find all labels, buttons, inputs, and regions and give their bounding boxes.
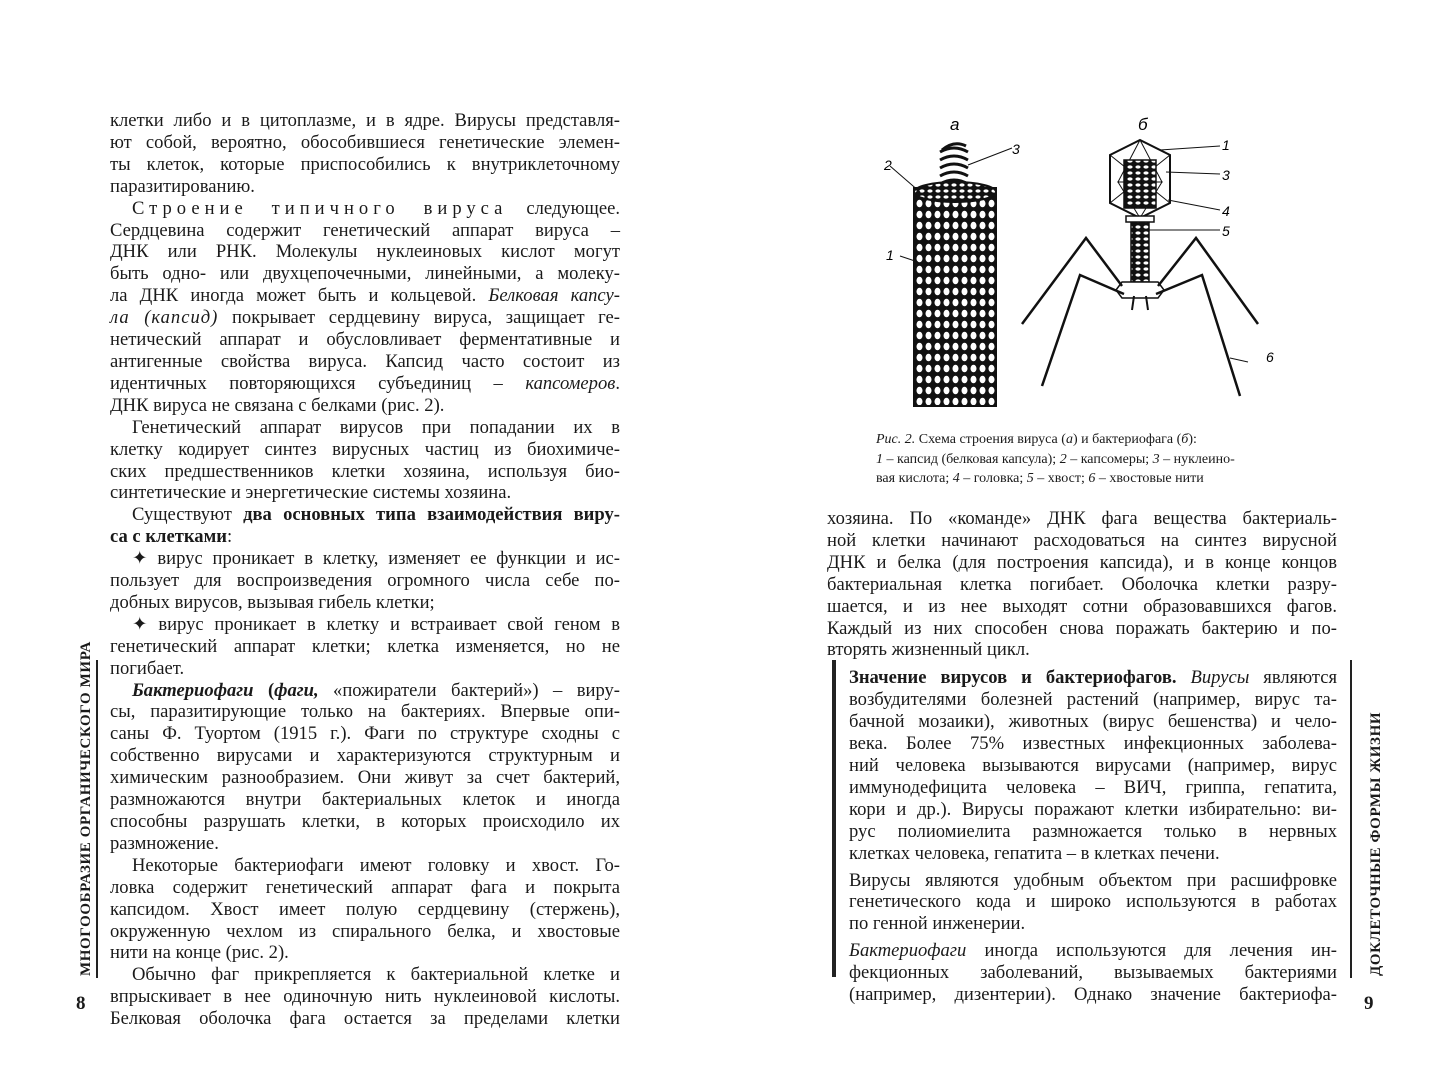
caption-line (876, 430, 1296, 450)
paragraph (110, 964, 620, 1030)
right-body-text (827, 508, 1337, 1006)
text-fragment: – хвост; (1033, 471, 1089, 486)
text-fragment: – нуклеино- (1159, 451, 1235, 467)
label-number: 3 (1222, 167, 1230, 183)
text-fragment: 6 (1088, 471, 1096, 486)
text-fragment: 1 (876, 451, 883, 467)
paragraph (849, 667, 1337, 864)
list-item (110, 614, 620, 680)
bold-italic-term: Бактериофаги (132, 679, 254, 701)
text-fragment: Схема строения вируса ( (915, 432, 1066, 447)
text-fragment: – капсомеры; (1066, 451, 1153, 467)
text-line: ты клеток, которые приспособились к внутриклеточному (110, 153, 620, 175)
bold-term: са с клетками (110, 526, 227, 548)
text-line: ДНК или РНК. Молекулы нуклеиновых кислот могут (110, 241, 620, 263)
text-line: ✦ вирус проникает в клетку и встраивает свой геном в (132, 613, 620, 635)
label-number: 4 (1222, 203, 1230, 219)
text-line (88, 307, 620, 329)
text-line: Белковая оболочка фага остается за пределами клетки (110, 1008, 620, 1030)
figure-label-a: а (950, 115, 960, 134)
spaced-term: Строение типичного вируса (132, 197, 508, 219)
text-fragment: ) и бактериофага ( (1072, 432, 1182, 447)
text-line: хозяина. По «команде» ДНК фага вещества бактериаль- (827, 508, 1337, 529)
section-heading: Значение вирусов и бактериофагов. (849, 667, 1177, 689)
text-line: клетки либо и в цитоплазме, и в ядре. Вирусы представля- (110, 110, 620, 131)
text-fragment: . (615, 372, 620, 394)
section-marker-bar (832, 660, 836, 977)
right-page (722, 0, 1445, 1083)
text-line: ний человека вызываются вирусами (например, вирус (849, 754, 1337, 776)
text-line (110, 504, 620, 526)
virus-drawing (883, 141, 1020, 406)
text-line: ют собой, вероятно, обособившиеся генетические элемен- (110, 131, 620, 153)
text-line: Генетический аппарат вирусов при попадании их в (132, 416, 620, 438)
text-fragment: иногда используются для лечения ин- (966, 940, 1337, 962)
text-line: Вирусы являются удобным объектом при расшифровке (849, 869, 1337, 891)
running-head: ДОКЛЕТОЧНЫЕ ФОРМЫ ЖИЗНИ (1368, 711, 1384, 976)
figure-label-b: б (1138, 115, 1148, 134)
italic-term: ла (капсид) (110, 307, 219, 329)
text-line: века. Более 75% известных инфекционных заболева- (849, 733, 1337, 755)
caption-line (876, 469, 1296, 489)
left-body-text (110, 110, 620, 1030)
text-fragment: идентичных повторяющихся субъединиц – (110, 372, 526, 394)
text-line: Обычно фаг прикрепляется к бактериальной клетке и (132, 964, 620, 986)
text-line: синтетические и энергетические системы хозяина. (110, 482, 512, 504)
text-line (88, 285, 620, 307)
text-line: бачной мозаики), животных (вирус бешенства) и чело- (849, 711, 1337, 733)
text-line (849, 940, 1337, 962)
paragraph (849, 870, 1337, 936)
text-line: иммунодефицита человека – ВИЧ, гриппа, гепатита, (849, 776, 1337, 798)
text-line (110, 198, 620, 220)
text-line: быть одно- или двухцепочечными, линейными, а молеку- (110, 263, 620, 285)
text-line: рус полиомиелита размножается только в нервных (849, 820, 1337, 842)
text-fragment: 2 (1059, 451, 1067, 467)
paragraph (110, 110, 620, 198)
italic-term: Бактериофаги (849, 940, 967, 962)
text-fragment: следующее. (507, 197, 620, 219)
text-fragment: являются (1249, 667, 1338, 689)
text-line: (например, дизентерии). Однако значение бактериофа- (849, 984, 1337, 1006)
text-line: химическим разнообразием. Они живут за счет бактерий, (110, 767, 620, 789)
page-number: 9 (1364, 993, 1374, 1014)
text-line: погибает. (110, 657, 185, 679)
text-line: пользует для воспроизведения огромного числа себе по- (110, 570, 620, 592)
text-line: паразитированию. (110, 175, 255, 197)
text-line (88, 373, 620, 395)
figure-caption (876, 430, 1296, 489)
paragraph (849, 940, 1337, 1006)
list-item (110, 548, 620, 614)
text-fragment: ( (253, 679, 275, 701)
text-line: саны Ф. Туортом (1915 г.). Фаги по структуре сходны с (110, 723, 620, 745)
paragraph (827, 508, 1337, 661)
text-line: ДНК и белка (для построения капсида), и в конце концов (827, 551, 1337, 573)
text-line: добных вирусов, вызывая гибель клетки; (110, 591, 435, 613)
left-page (0, 0, 722, 1083)
highlighted-section (849, 667, 1337, 1006)
text-line: впрыскивает в нее одиночную нить нуклеиновой кислоты. (110, 986, 620, 1008)
text-fragment: ): (1188, 432, 1197, 447)
paragraph (110, 855, 620, 965)
text-line: ной клетки начинают расходоваться на синтез вирусной (827, 529, 1337, 551)
text-fragment: б (1181, 432, 1189, 447)
text-line: фекционных заболеваний, вызываемых бактериями (849, 962, 1337, 984)
label-number: 1 (886, 247, 894, 263)
italic-term: Белковая капсу- (488, 285, 620, 307)
running-head-rule (1350, 660, 1352, 978)
italic-term: Вирусы (1176, 667, 1250, 689)
text-fragment: – головка; (959, 471, 1027, 486)
text-line (110, 680, 620, 702)
text-line: капсидом. Хвост имеет полую сердцевину (стержень), (110, 898, 620, 920)
text-fragment: – капсид (белковая капсула); (883, 451, 1060, 467)
text-line: кори и др.). Вирусы поражают клетки избирательно: ви- (849, 798, 1337, 820)
text-line: генетический аппарат клетки; клетка изменяется, но не (110, 635, 620, 657)
label-number: 1 (1222, 137, 1230, 153)
text-line: клетку кодирует синтез вирусных частиц из биохимиче- (110, 438, 620, 460)
text-line: Некоторые бактериофаги имеют головку и хвост. Го- (132, 854, 620, 876)
text-fragment: а (1065, 432, 1073, 447)
text-line (88, 526, 620, 548)
text-line: ских предшественников клетки хозяина, используя био- (110, 460, 620, 482)
text-line: нити на конце (рис. 2). (110, 942, 289, 964)
italic-term: капсомеров (525, 372, 616, 394)
text-fragment: Существуют (132, 504, 244, 526)
text-line: Каждый из них способен снова поражать бактерию и по- (827, 617, 1337, 639)
text-line: антигенные свойства вируса. Капсид часто состоит из (110, 350, 620, 372)
text-line: ловка содержит генетический аппарат фага и покрыта (110, 876, 620, 898)
bold-italic-term: фаги, (274, 679, 319, 701)
text-line: ДНК вируса не связана с белками (рис. 2). (110, 394, 445, 416)
bold-term: два основных типа взаимодействия виру- (243, 504, 620, 526)
running-head: МНОГООБРАЗИЕ ОРГАНИЧЕСКОГО МИРА (78, 641, 94, 976)
text-fragment: – хвостовые нити (1095, 471, 1204, 486)
paragraph (110, 417, 620, 505)
text-fragment: 3 (1152, 451, 1160, 467)
text-line: возбудителями болезней растений (например, вирус та- (849, 689, 1337, 711)
paragraph (110, 198, 620, 417)
label-number: 6 (1266, 349, 1274, 365)
text-fragment: : (226, 526, 233, 548)
text-fragment: ла ДНК иногда может быть и кольцевой. (110, 285, 489, 307)
text-line: способны разрушать клетки, в которых происходило их (110, 811, 620, 832)
caption-line (876, 450, 1296, 470)
text-line: вторять жизненный цикл. (827, 639, 1030, 661)
text-line: нетический аппарат и обусловливает ферментативные и (110, 329, 620, 351)
text-line: сы, паразитирующие только на бактериях. Впервые опи- (110, 701, 620, 723)
text-line: размножаются внутри бактериальных клеток и иногда (110, 789, 620, 811)
text-line: размножение. (110, 832, 219, 854)
text-line: Сердцевина содержит генетический аппарат вируса – (110, 219, 620, 241)
paragraph (110, 504, 620, 548)
label-number: 2 (884, 157, 892, 173)
text-fragment: «пожиратели бактерий») – виру- (318, 679, 620, 701)
text-fragment: 4 (952, 471, 960, 486)
text-line: клетках человека, гепатита – в клетках печени. (849, 842, 1220, 864)
text-line: бактериальная клетка погибает. Оболочка клетки разру- (827, 573, 1337, 595)
text-fragment: покрывает сердцевину вируса, защищает ге- (218, 307, 620, 329)
virus-figure (870, 110, 1290, 415)
page-number: 8 (76, 993, 86, 1014)
label-number: 3 (1012, 141, 1020, 157)
running-head-rule (96, 660, 98, 978)
text-line: собственно вирусами и характеризуются структурным и (110, 745, 620, 767)
text-line: окруженную чехлом из спирального белка, и хвостовые (110, 920, 620, 942)
label-number: 5 (1222, 223, 1230, 239)
text-line: шается, и из нее выходят сотни образовавшихся фагов. (827, 595, 1337, 617)
paragraph (110, 680, 620, 855)
caption-prefix: Рис. 2. (876, 432, 916, 447)
text-fragment: вая кислота; (876, 471, 953, 486)
text-line: ✦ вирус проникает в клетку, изменяет ее функции и ис- (132, 548, 620, 570)
text-line: по генной инженерии. (849, 913, 1026, 935)
text-fragment: 5 (1026, 471, 1034, 486)
text-line: генетического кода и широко используются в работах (849, 891, 1337, 913)
text-line (849, 667, 1337, 689)
